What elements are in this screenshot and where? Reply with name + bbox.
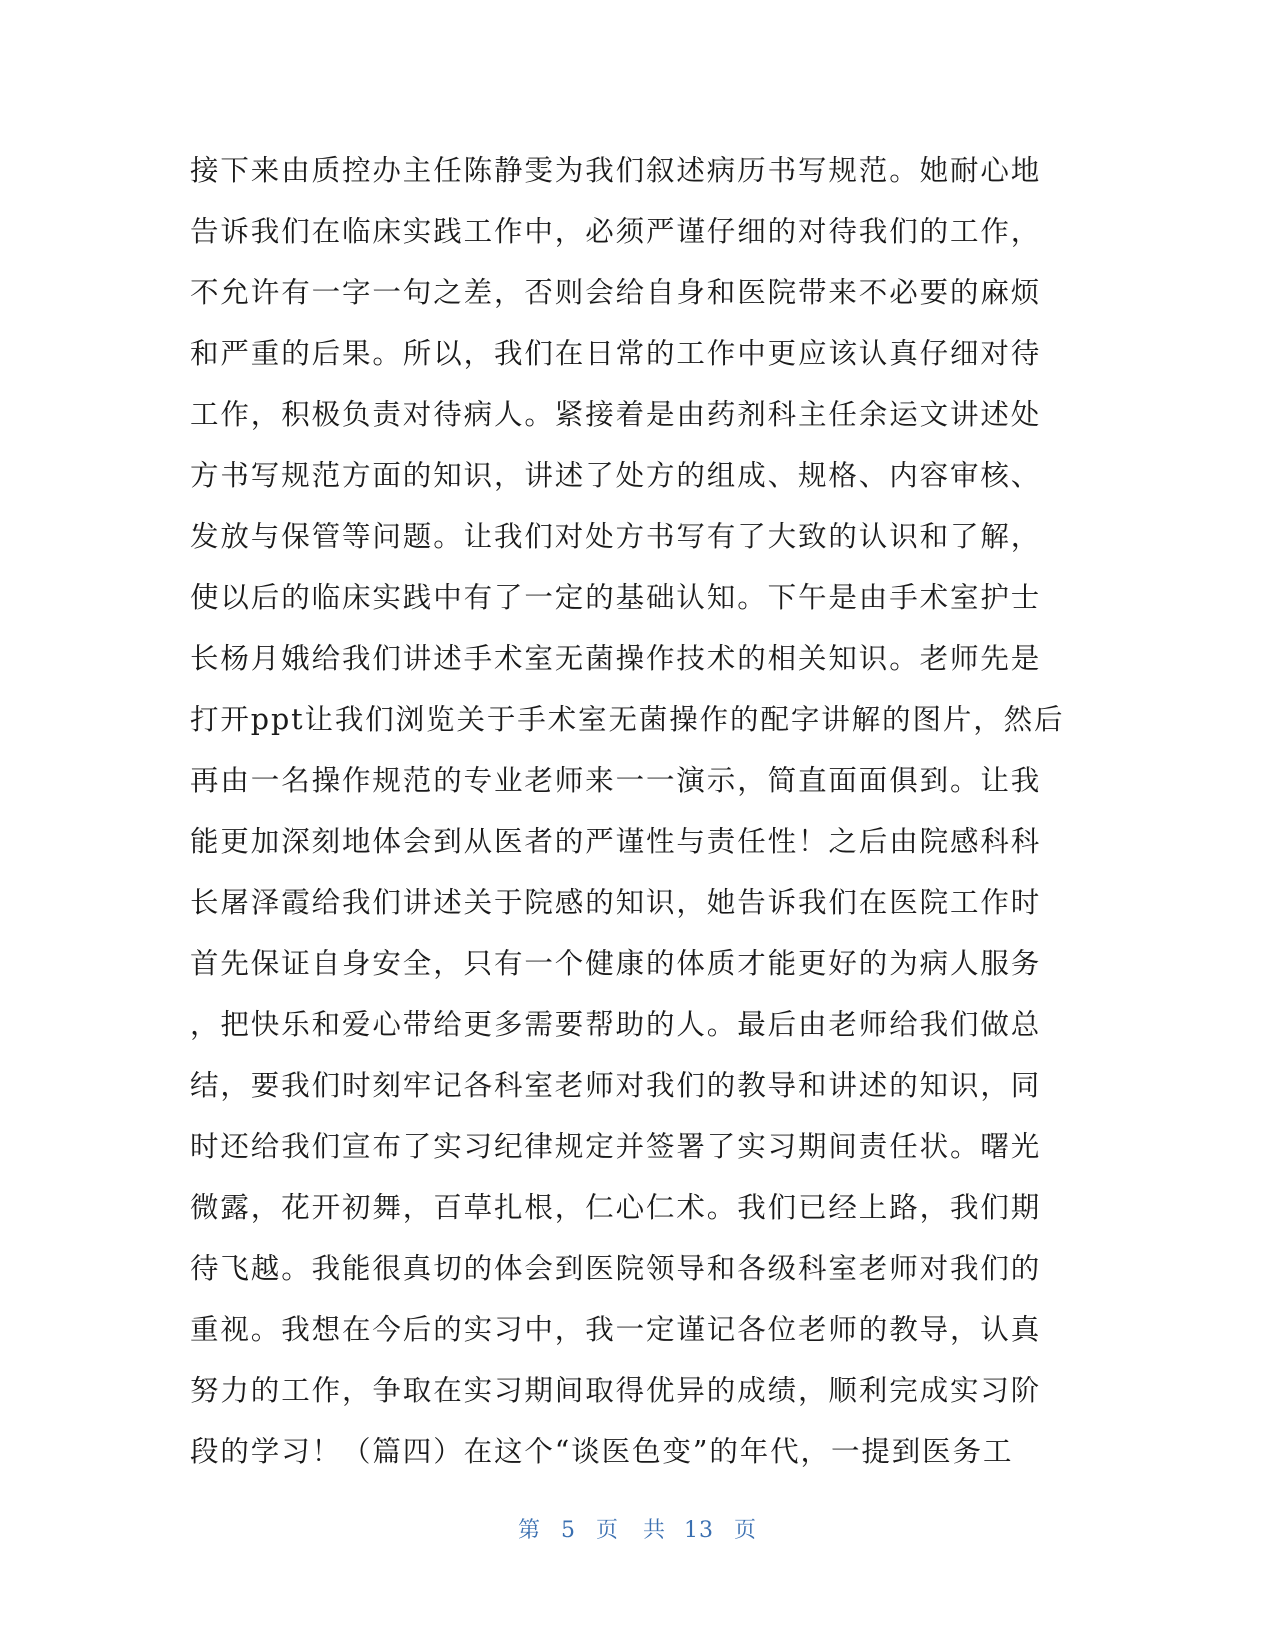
text-line: 方书写规范方面的知识，讲述了处方的组成、规格、内容审核、 xyxy=(190,459,1042,492)
text-line: 发放与保管等问题。让我们对处方书写有了大致的认识和了解， xyxy=(190,520,1042,553)
text-line: 段的学习！（篇四）在这个“谈医色变”的年代，一提到医务工 xyxy=(190,1435,1014,1468)
body-text xyxy=(190,140,1090,1482)
text-line: 使以后的临床实践中有了一定的基础认知。下午是由手术室护士 xyxy=(190,581,1042,614)
text-line: 微露，花开初舞，百草扎根，仁心仁术。我们已经上路，我们期 xyxy=(190,1191,1042,1224)
text-line: ，把快乐和爱心带给更多需要帮助的人。最后由老师给我们做总 xyxy=(190,1008,1042,1041)
footer-word-ye: 页 xyxy=(595,1518,619,1543)
text-line: 再由一名操作规范的专业老师来一一演示，简直面面俱到。让我 xyxy=(190,764,1042,797)
text-line: 结，要我们时刻牢记各科室老师对我们的教导和讲述的知识，同 xyxy=(190,1069,1042,1102)
text-line: 不允许有一字一句之差，否则会给自身和医院带来不必要的麻烦 xyxy=(190,276,1042,309)
footer-word-total: 共 xyxy=(643,1518,667,1543)
footer-word-page: 第 xyxy=(517,1518,541,1543)
text-line: 打开ppt让我们浏览关于手术室无菌操作的配字讲解的图片，然后 xyxy=(190,703,1065,736)
page-footer xyxy=(0,1513,1275,1544)
text-line: 和严重的后果。所以，我们在日常的工作中更应该认真仔细对待 xyxy=(190,337,1042,370)
footer-current-page: 5 xyxy=(560,1518,576,1543)
text-line: 告诉我们在临床实践工作中，必须严谨仔细的对待我们的工作， xyxy=(190,215,1042,248)
footer-total-pages: 13 xyxy=(684,1518,715,1543)
footer-word-ye2: 页 xyxy=(734,1518,758,1543)
text-line: 重视。我想在今后的实习中，我一定谨记各位老师的教导，认真 xyxy=(190,1313,1042,1346)
text-line: 努力的工作，争取在实习期间取得优异的成绩，顺利完成实习阶 xyxy=(190,1374,1042,1407)
text-line: 时还给我们宣布了实习纪律规定并签署了实习期间责任状。曙光 xyxy=(190,1130,1042,1163)
text-line: 接下来由质控办主任陈静雯为我们叙述病历书写规范。她耐心地 xyxy=(190,154,1042,187)
text-line: 长杨月娥给我们讲述手术室无菌操作技术的相关知识。老师先是 xyxy=(190,642,1042,675)
text-line: 能更加深刻地体会到从医者的严谨性与责任性！之后由院感科科 xyxy=(190,825,1042,858)
text-line: 首先保证自身安全，只有一个健康的体质才能更好的为病人服务 xyxy=(190,947,1042,980)
text-line: 工作，积极负责对待病人。紧接着是由药剂科主任余运文讲述处 xyxy=(190,398,1042,431)
text-line: 待飞越。我能很真切的体会到医院领导和各级科室老师对我们的 xyxy=(190,1252,1042,1285)
text-line: 长屠泽霞给我们讲述关于院感的知识，她告诉我们在医院工作时 xyxy=(190,886,1042,919)
